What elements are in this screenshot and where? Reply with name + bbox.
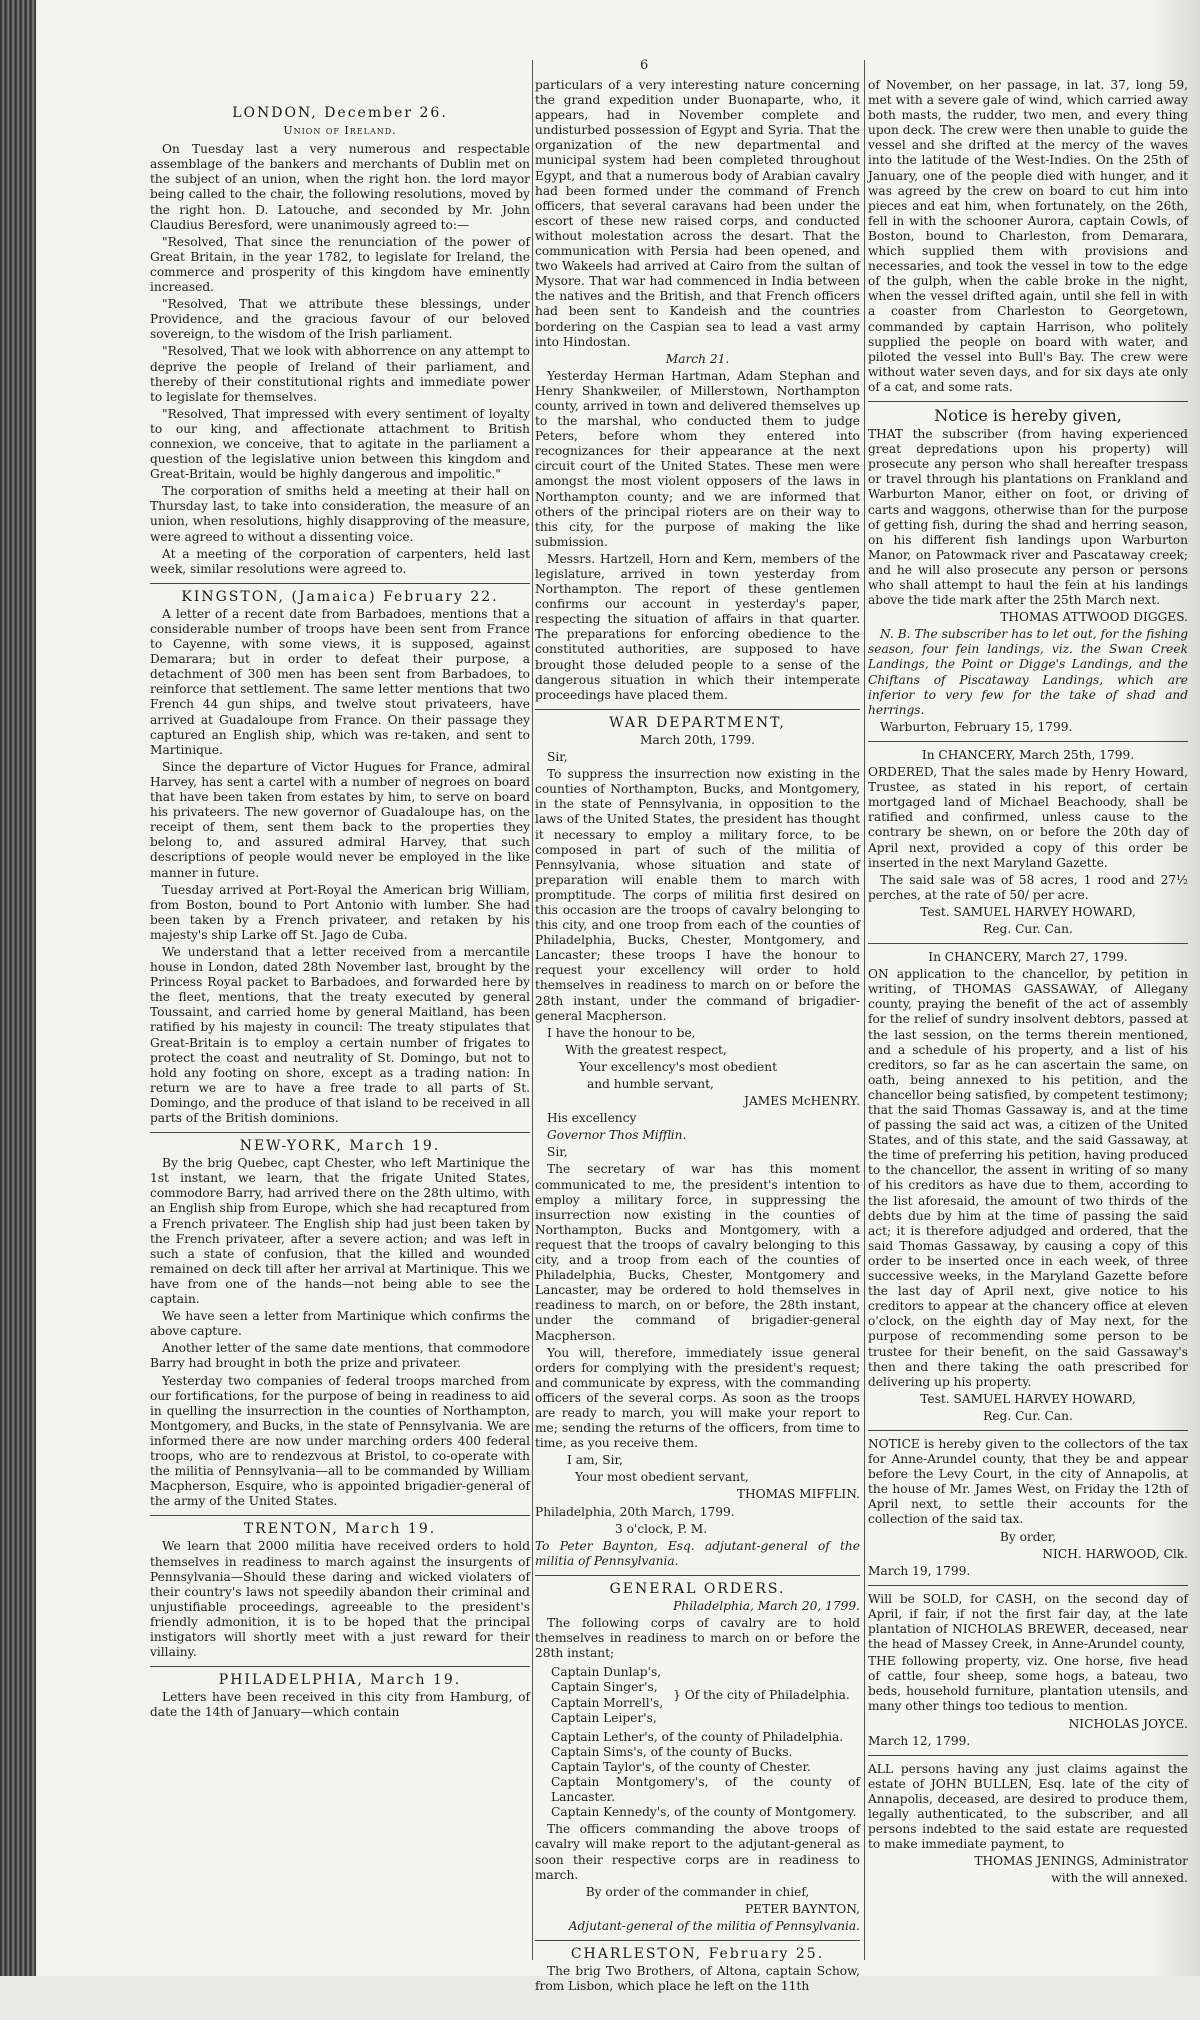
divider <box>868 1430 1188 1431</box>
chancery-signature: Test. SAMUEL HARVEY HOWARD, <box>920 904 1136 919</box>
trenton-heading: TRENTON, March 19. <box>243 1521 437 1538</box>
letter-closing: With the greatest respect, <box>565 1042 727 1057</box>
list-item: Captain Kennedy's, of the county of Montgomery. <box>551 1805 857 1820</box>
cavalry-list <box>535 1665 663 1725</box>
letter-date: Philadelphia, 20th March, 1799. <box>535 1504 735 1519</box>
charleston-paragraph: The brig Two Brothers, of Altona, captain Schow, from Lisbon, which place he left on the 11th <box>535 1964 860 1994</box>
city-bracket-label: } Of the city of Philadelphia. <box>673 1688 850 1703</box>
letter-closing: I am, Sir, <box>567 1453 623 1468</box>
kingston-paragraph: Since the departure of Victor Hugues for France, admiral Harvey, has sent a cartel with a number of negroes on board that have been taken from estates by him, to serve on board his privateers. The new governor of Guadaloupe has, on the receipt of them, sent them back to the properties they belong to, and assured admiral Harvey, that such descriptions of people would never be employed in the like manner in future. <box>150 759 530 880</box>
mifflin-letter: You will, therefore, immediately issue general orders for complying with the president's request; and communicate by express, with the commanding officers of the several corps. As soon as the troops are ready to march, you will make your report to me; sending the returns of the officers, from time to time, as you receive them. <box>535 1345 860 1451</box>
trenton-paragraph: We learn that 2000 militia have received orders to hold themselves in readiness to march against the insurgents of Pennsylvania—Should these daring and wicked violaters of their country's laws not speedily abandon their criminal and unjustifiable proceedings, agreeable to the president's friendly admonition, it is to be hoped that the principal instigators will shortly meet with a just reward for their villainy. <box>150 1539 530 1660</box>
newyork-paragraph: Another letter of the same date mentions, that commodore Barry had brought in both the prize and privateer. <box>150 1341 530 1371</box>
book-binding <box>0 0 36 1976</box>
general-orders-heading: GENERAL ORDERS. <box>609 1580 786 1597</box>
list-item: Captain Singer's, <box>551 1680 658 1695</box>
list-item: Captain Leiper's, <box>551 1710 657 1725</box>
divider <box>868 1755 1188 1756</box>
list-item: Captain Morrell's, <box>551 1695 664 1710</box>
column-2 <box>535 78 860 1998</box>
philadelphia-paragraph: Letters have been received in this city from Hamburg, of date the 14th of January—which contain <box>150 1690 530 1720</box>
submission-paragraph: Yesterday Herman Hartman, Adam Stephan and Henry Shankweiler, of Millerstown, Northampton county, arrived in town and delivered themselves up to the marshal, who conducted them to judge Peters, before whom they entered into recognizances for their appearance at the next circuit court of the United States. These men were amongst the most violent opposers of the laws in Northampton county; and we are informed that others of the principal rioters are on their way to this city, for the purpose of making the like submission. <box>535 368 860 549</box>
kingston-paragraph: We understand that a letter received from a mercantile house in London, dated 28th November last, brought by the Princess Royal packet to Barbadoes, and forwarded here by the fleet, mentions, that the treaty executed by general Toussaint, and carried home by general Maitland, has been ratified by his majesty in council: The treaty stipulates that Great-Britain is to employ a certain number of frigates to protect the coast and neutrality of St. Domingo, but not to hold any footing on shore, except as a trading nation: In return we are to have a free trade to all parts of St. Domingo, and the produce of that island to be received in all parts of the British dominions. <box>150 944 530 1125</box>
salutation: Sir, <box>547 1145 568 1160</box>
tax-notice-date: March 19, 1799. <box>868 1563 971 1578</box>
notice-nb: N. B. The subscriber has to let out, for the fishing season, four fein landings, viz. the Swan Creek Landings, the Point or Digge's Landings, and the Chiftans of Piscataway Landings, which are inferior to very few for the take of shad and herrings. <box>868 627 1188 717</box>
column-1 <box>150 100 530 2020</box>
chancery-heading: In CHANCERY, March 25th, 1799. <box>921 747 1135 762</box>
notice-date: Warburton, February 15, 1799. <box>880 719 1073 734</box>
divider <box>868 943 1188 944</box>
cavalry-county-list <box>535 1730 860 1821</box>
mifflin-letter: The secretary of war has this moment communicated to me, the president's intention to employ a military force, in suppressing the insurrection now existing in the counties of Northampton, Bucks and Montgomery, with a request that the troops of cavalry belonging to this city, and a troop from each of the counties of Philadelphia, Bucks, Chester, Montgomery and Lancaster, may be ordered to hold themselves in readiness to march, on or before, the 28th instant, under the command of brigadier-general Macpherson. <box>535 1162 860 1343</box>
list-item: Captain Sims's, of the county of Bucks. <box>551 1744 793 1759</box>
general-orders-title: Adjutant-general of the militia of Pennsylvania. <box>568 1918 860 1933</box>
general-orders-date: Philadelphia, March 20, 1799. <box>673 1599 860 1613</box>
sale-signature: NICHOLAS JOYCE. <box>1068 1716 1188 1731</box>
salutation: Sir, <box>547 750 568 765</box>
letter-closing: I have the honour to be, <box>547 1025 696 1040</box>
legislature-paragraph: Messrs. Hartzell, Horn and Kern, members of the legislature, arrived in town yesterday from Northampton. The report of these gentlemen confirms our account in yesterday's paper, respecting the situation of affairs in that quarter. The preparations for enforcing obedience to the constituted authorities, are supposed to have brought those deluded people to a sense of the dangerous situation in which their intemperate proceedings have placed them. <box>535 551 860 702</box>
london-heading: LONDON, December 26. <box>232 105 448 121</box>
letter-closing: Your most obedient servant, <box>575 1470 749 1485</box>
column-3 <box>868 78 1188 1998</box>
dateline: March 21. <box>665 351 730 366</box>
column-rule-2 <box>864 60 865 1960</box>
list-item: Captain Montgomery's, of the county of Lancaster. <box>551 1775 860 1805</box>
column-rule-1 <box>532 60 533 1960</box>
notice-signature: THOMAS ATTWOOD DIGGES. <box>1000 610 1188 625</box>
chancery-register: Reg. Cur. Can. <box>983 921 1073 936</box>
estate-paragraph: ALL persons having any just claims against the estate of JOHN BULLEN, Esq. late of the city of Annapolis, deceased, are desired to produce them, legally authenticated, to the subscriber, and all persons indebted to the said estate are requested to make immediate payment, to <box>868 1761 1188 1852</box>
estate-note: with the will annexed. <box>1051 1871 1188 1886</box>
divider <box>150 1515 530 1516</box>
divider <box>535 709 860 710</box>
newyork-paragraph: We have seen a letter from Martinique which confirms the above capture. <box>150 1309 530 1339</box>
letter-signature: THOMAS MIFFLIN. <box>736 1487 860 1502</box>
london-paragraph: At a meeting of the corporation of carpenters, held last week, similar resolutions were agreed to. <box>150 546 530 576</box>
london-subheading: Union of Ireland. <box>283 124 397 138</box>
war-department-date: March 20th, 1799. <box>639 732 755 747</box>
newyork-paragraph: By the brig Quebec, capt Chester, who left Martinique the 1st instant, we learn, that the frigate United States, commodore Barry, had arrived there on the 28th ultimo, with an English ship from Europe, which she had recaptured from a French privateer. The English ship had just been taken by the French privateer, after a severe action; and was left in such a state of confusion, that the killed and wounded remained on deck till after her arrival at Martinique. This we have from one of the hands—not being able to see the captain. <box>150 1156 530 1307</box>
divider <box>868 1585 1188 1586</box>
general-orders-signature: PETER BAYNTON, <box>744 1901 860 1916</box>
letter-time: 3 o'clock, P. M. <box>615 1521 708 1536</box>
general-orders-paragraph: The officers commanding the above troops of cavalry will make report to the adjutant-general as soon their respective corps are in readiness to march. <box>535 1822 860 1882</box>
divider <box>535 1575 860 1576</box>
london-paragraph: The corporation of smiths held a meeting at their hall on Thursday last, to take into consideration, the measure of an union, when resolutions, highly disapproving of the measure, were agreed to without a dissenting voice. <box>150 484 530 544</box>
tax-notice-paragraph: NOTICE is hereby given to the collectors of the tax for Anne-Arundel county, that they be and appear before the Levy Court, in the city of Annapolis, at the house of Mr. James West, on Friday the 12th of April next, to settle their accounts for the collection of the said tax. <box>868 1436 1188 1527</box>
sale-date: March 12, 1799. <box>868 1733 971 1748</box>
philadelphia-heading: PHILADELPHIA, March 19. <box>218 1672 462 1689</box>
london-paragraph: "Resolved, That impressed with every sentiment of loyalty to our king, and affectionate attachment to British connexion, we conceive, that to agitate in the parliament a question of the legislative union between this kingdom and Great-Britain, would be highly dangerous and impolitic." <box>150 406 530 482</box>
charleston-heading: CHARLESTON, February 25. <box>570 1945 825 1962</box>
divider <box>150 1132 530 1133</box>
london-paragraph: On Tuesday last a very numerous and respectable assemblage of the bankers and merchants of Dublin met on the subject of an union, when the right hon. the lord mayor being called to the chair, the following resolutions, moved by the right hon. D. Latouche, and seconded by Mr. John Claudius Beresford, were unanimously agreed to:— <box>150 142 530 232</box>
divider <box>150 583 530 584</box>
tax-notice-order: By order, <box>999 1529 1057 1544</box>
chancery-paragraph: The said sale was of 58 acres, 1 rood and 27½ perches, at the rate of 50/ per acre. <box>868 872 1188 902</box>
war-department-heading: WAR DEPARTMENT, <box>609 714 786 731</box>
london-paragraph: "Resolved, That since the renunciation of the power of Great Britain, in the year 1782, to legislate for Ireland, the commerce and prosperity of this kingdom have eminently increased. <box>150 234 530 295</box>
list-item: Captain Lether's, of the county of Philadelphia. <box>551 1729 844 1744</box>
page-number: 6 <box>640 58 649 73</box>
list-item: Captain Taylor's, of the county of Chester. <box>551 1759 811 1774</box>
sale-paragraph: Will be SOLD, for CASH, on the second day of April, if fair, if not the first fair day, at the late plantation of NICHOLAS BREWER, deceased, near the head of Massey Creek, in Anne-Arundel county, <box>868 1591 1188 1652</box>
chancery-heading: In CHANCERY, March 27, 1799. <box>928 950 1128 965</box>
letter-closing: Your excellency's most obedient <box>579 1059 777 1074</box>
notice-heading: Notice is hereby given, <box>934 405 1122 425</box>
letter-signature: JAMES McHENRY. <box>744 1094 860 1109</box>
kingston-paragraph: A letter of a recent date from Barbadoes, mentions that a considerable number of troops have been sent from France to Cayenne, with some views, it is supposed, against Demarara; but in order to defeat their purpose, a detachment of 300 men has been sent from Barbadoes, to reinforce that settlement. The same letter mentions that two French 44 gun ships, and twelve stout privateers, have arrived at Guadaloupe from France. On their passage they captured an English ship, which was re-taken, and sent to Martinique. <box>150 606 530 757</box>
tax-notice-signature: NICH. HARWOOD, Clk. <box>1042 1546 1188 1561</box>
cavalry-city-group <box>535 1663 860 1727</box>
expedition-paragraph: particulars of a very interesting nature concerning the grand expedition under Buonaparte, who, it appears, had in November complete and undisturbed possession of Egypt and Syria. That the organization of the new departmental and municipal system had been completed throughout Egypt, and that a numerous body of Arabian cavalry had been formed under the command of French officers, that several caravans had been under the escort of these new raised corps, and conducted without molestation across the desart. That the communication with Persia had been opened, and two Wakeels had arrived at Cairo from the sultan of Mysore. That war had commenced in India between the natives and the British, and that French officers had been sent to Kandeish and the countries bordering on the Caspian sea to lead a vast army into Hindostan. <box>535 78 860 349</box>
charleston-continued: of November, on her passage, in lat. 37, long 59, met with a severe gale of wind, which carried away both masts, the rudder, two men, and every thing upon deck. The crew were then unable to guide the vessel and she drifted at the mercy of the waves into the latitude of the West-Indies. On the 25th of January, one of the people died with hunger, and it was agreed by the crew on board to cut him into pieces and eat him, when fortunately, on the 26th, fell in with the schooner Aurora, captain Cowls, of Boston, bound to Charleston, from Demarara, which supplied them with provisions and necessaries, and took the vessel in tow to the edge of the gulph, when the cable broke in the night, when the vessel drifted again, until she fell in with a coaster from Charleston to Georgetown, commanded by captain Harrison, who politely supplied the people on board with water, and piloted the vessel into Bull's Bay. The crew were without water seven days, and for six days ate only of a cat, and some rats. <box>868 78 1188 394</box>
divider <box>868 401 1188 402</box>
newyork-heading: NEW-YORK, March 19. <box>239 1138 441 1155</box>
newyork-paragraph: Yesterday two companies of federal troops marched from our fortifications, for the purpose of being in readiness to aid in quelling the insurrection in the counties of Northampton, Montgomery, and Bucks, in the state of Pennsylvania. We are informed there are now under marching orders 400 federal troops, who are to rendezvous at Bristol, to co-operate with the militia of Pennsylvania—all to be commanded by William Macpherson, Esquire, who is appointed brigadier-general of the army of the United States. <box>150 1373 530 1509</box>
kingston-heading: KINGSTON, (Jamaica) February 22. <box>181 588 499 605</box>
sale-paragraph: THE following property, viz. One horse, five head of cattle, four sheep, some hogs, a bateau, two beds, household furniture, plantation utensils, and many other things too tedious to mention. <box>868 1654 1188 1714</box>
general-orders-order: By order of the commander in chief, <box>585 1884 810 1899</box>
chancery-paragraph: ORDERED, That the sales made by Henry Howard, Trustee, as stated in his report, of certain mortgaged land of Michael Beachoody, shall be ratified and confirmed, unless cause to the contrary be shewn, on or before the 20th day of April next, provided a copy of this order be inserted in the next Maryland Gazette. <box>868 765 1188 870</box>
london-paragraph: "Resolved, That we look with abhorrence on any attempt to deprive the people of Ireland of their parliament, and thereby of their constitutional rights and immediate power to legislate for themselves. <box>150 344 530 404</box>
notice-paragraph: THAT the subscriber (from having experienced great depredations upon his property) will prosecute any person who shall hereafter trespass or travel through his plantations on Frankland and Warburton Manor, either on foot, or driving of carts and waggons, otherwise than for the purpose of getting fish, during the shad and herring season, on his different fish landings upon Warburton Manor, on Patowmack river and Pascataway creek; and he will also prosecute any person or persons who shall attempt to haul the fein at his landings above the tide mark after the 25th March next. <box>868 427 1188 608</box>
kingston-paragraph: Tuesday arrived at Port-Royal the American brig William, from Boston, bound to Port Antonio with lumber. She had been taken by a French privateer, and retaken by his majesty's ship Larke off St. Jago de Cuba. <box>150 882 530 942</box>
letter-closing: and humble servant, <box>587 1077 714 1091</box>
letter-address: His excellency <box>547 1111 637 1126</box>
list-item: Captain Dunlap's, <box>551 1665 662 1680</box>
chancery-signature: Test. SAMUEL HARVEY HOWARD, <box>920 1391 1136 1406</box>
war-department-letter: To suppress the insurrection now existing in the counties of Northampton, Bucks, and Montgomery, in the state of Pennsylvania, in opposition to the laws of the United States, the president has thought it necessary to employ a military force, to be composed in part of such of the militia of Pennsylvania, whose situation and state of preparation will enable them to march with promptitude. The corps of militia first desired on this occasion are the troops of cavalry belonging to this city, and one troop from each of the counties of Philadelphia, Bucks, Chester, Montgomery, and Lancaster; these troops I have the honour to request your excellency will order to hold themselves in readiness to march on or before the 28th instant, under the command of brigadier-general Macpherson. <box>535 767 860 1023</box>
london-paragraph: "Resolved, That we attribute these blessings, under Providence, and the gracious favour of our beloved sovereign, to the wisdom of the Irish parliament. <box>150 297 530 342</box>
divider <box>150 1666 530 1667</box>
divider <box>868 741 1188 742</box>
divider <box>535 1940 860 1941</box>
letter-address: Governor Thos Mifflin. <box>547 1128 687 1143</box>
letter-recipient: To Peter Baynton, Esq. adjutant-general of the militia of Pennsylvania. <box>535 1538 860 1568</box>
estate-signature: THOMAS JENINGS, Administrator <box>974 1854 1188 1869</box>
chancery-paragraph: ON application to the chancellor, by petition in writing, of THOMAS GASSAWAY, of Allegany county, praying the benefit of the act of assembly for the relief of sundry insolvent debtors, passed at the last session, on the terms therein mentioned, and a schedule of his property, and a list of his creditors, so far as he can ascertain the same, on oath, being annexed to his petition, and the chancellor being satisfied, by competent testimony; that the said Thomas Gassaway is, and at the time of passing the said act was, a citizen of the United States, and of this state, and the said Gassaway, at the time of preferring his petition, having produced to the chancellor, the assent in writing of so many of his creditors as have due to them, according to the list aforesaid, the amount of two thirds of the debts due by him at the time of passing the said act; it is therefore adjudged and ordered, that the said Thomas Gassaway, by causing a copy of this order to be inserted once in each week, of three successive weeks, in the Maryland Gazette before the last day of April next, give notice to his creditors to appear at the chancery office at eleven o'clock, on the eighth day of May next, for the purpose of recommending some person to be trustee for their benefit, on the said Gassaway's then and there taking the oath prescribed for delivering up his property. <box>868 967 1188 1389</box>
general-orders-paragraph: The following corps of cavalry are to hold themselves in readiness to march on or before the 28th instant; <box>535 1616 860 1661</box>
chancery-register: Reg. Cur. Can. <box>983 1408 1073 1423</box>
